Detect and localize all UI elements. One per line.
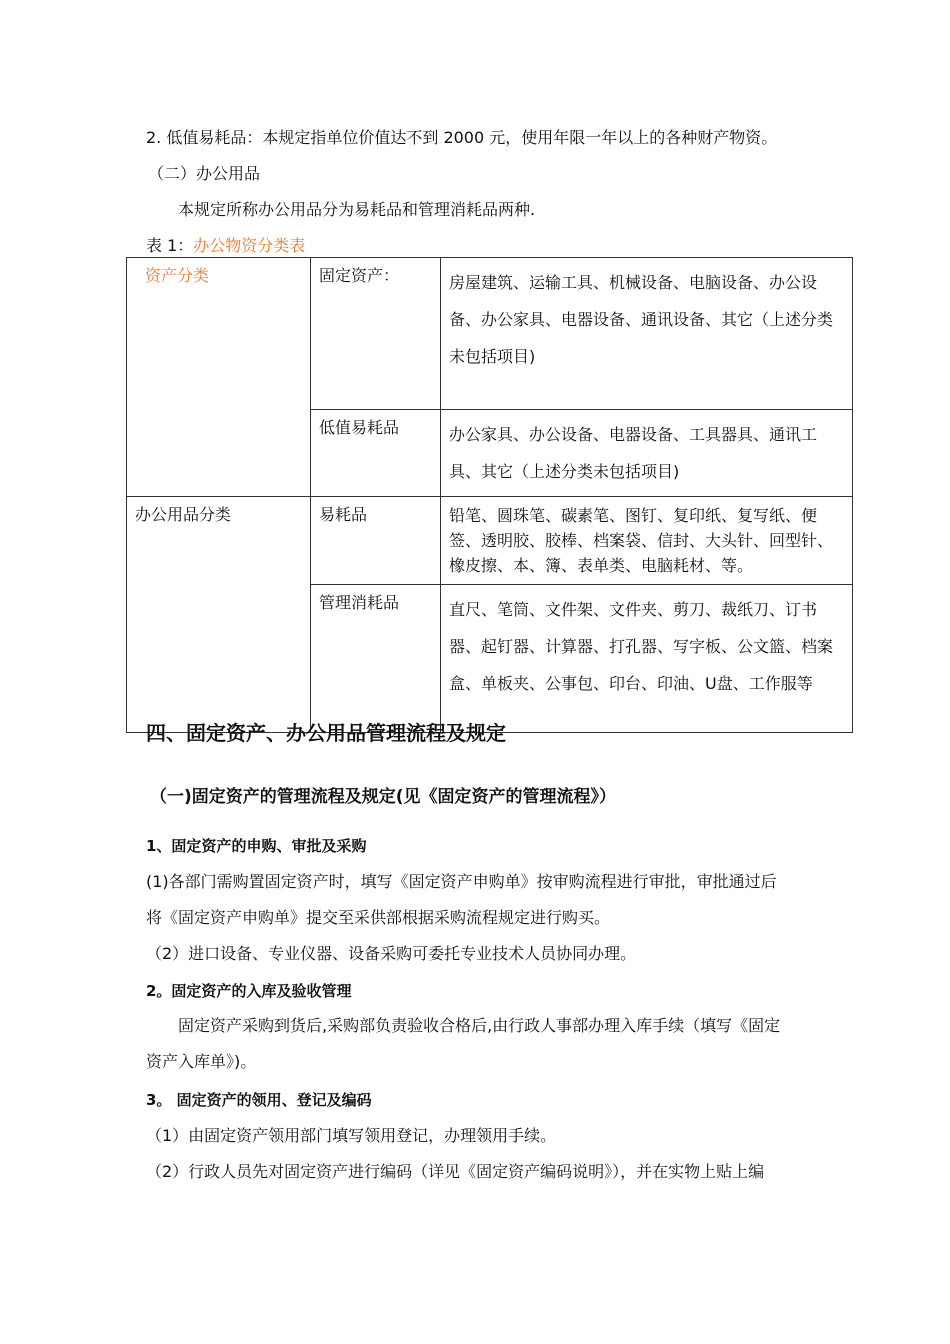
item-1-paragraph-2: （2）进口设备、专业仪器、设备采购可委托专业技术人员协同办理。 [146, 944, 637, 963]
description-cell: 办公家具、办公设备、电器设备、工具器具、通讯工具、其它（上述分类未包括项目) [441, 410, 853, 497]
table-caption [146, 236, 305, 256]
office-supplies-heading: （二）办公用品 [148, 164, 261, 183]
item-1-paragraph-1-line-2: 将《固定资产申购单》提交至采供部根据采购流程规定进行购买。 [146, 908, 611, 927]
classification-table [126, 257, 853, 733]
item-3-paragraph-1: （1）由固定资产领用部门填写领用登记，办理领用手续。 [146, 1126, 557, 1145]
item-1-paragraph-1-line-1: (1)各部门需购置固定资产时，填写《固定资产申购单》按审购流程进行审批，审批通过后 [146, 872, 777, 891]
office-supplies-text: 本规定所称办公用品分为易耗品和管理消耗品两种. [178, 200, 536, 219]
low-value-item-definition: 2. 低值易耗品：本规定指单位价值达不到 2000 元，使用年限一年以上的各种财产物资。 [146, 128, 778, 147]
table-row [127, 258, 853, 410]
section-4-1-title: （一)固定资产的管理流程及规定(见《固定资产的管理流程》） [150, 787, 617, 807]
item-3-title: 3。 固定资产的领用、登记及编码 [146, 1091, 372, 1109]
item-2-paragraph-line-2: 资产入库单》)。 [146, 1052, 257, 1071]
subcategory-cell: 低值易耗品 [311, 410, 441, 497]
category-cell: 资产分类 [127, 258, 311, 497]
description-cell: 铅笔、圆珠笔、碳素笔、图钉、复印纸、复写纸、便签、透明胶、胶棒、档案袋、信封、大头针、回型针、橡皮擦、本、簿、表单类、电脑耗材、等。 [441, 497, 853, 585]
subcategory-cell: 管理消耗品 [311, 585, 441, 733]
category-cell: 办公用品分类 [127, 497, 311, 733]
item-3-paragraph-2: （2）行政人员先对固定资产进行编码（详见《固定资产编码说明》），并在实物上贴上编 [146, 1162, 765, 1181]
section-4-title: 四、固定资产、办公用品管理流程及规定 [146, 721, 506, 745]
description-cell: 直尺、笔筒、文件架、文件夹、剪刀、裁纸刀、订书器、起钉器、计算器、打孔器、写字板、公文篮、档案盒、单板夹、公事包、印台、印油、U盘、工作服等 [441, 585, 853, 733]
table-caption-prefix: 表 1： [146, 236, 194, 255]
item-1-title: 1、固定资产的申购、审批及采购 [146, 837, 367, 855]
table-row [127, 497, 853, 585]
subcategory-cell: 固定资产： [311, 258, 441, 410]
item-2-title: 2。固定资产的入库及验收管理 [146, 982, 352, 1000]
subcategory-cell: 易耗品 [311, 497, 441, 585]
table-caption-title: 办公物资分类表 [193, 236, 306, 255]
description-cell: 房屋建筑、运输工具、机械设备、电脑设备、办公设备、办公家具、电器设备、通讯设备、其它（上述分类未包括项目) [441, 258, 853, 410]
item-2-paragraph-line-1: 固定资产采购到货后,采购部负责验收合格后,由行政人事部办理入库手续（填写《固定 [178, 1016, 781, 1035]
